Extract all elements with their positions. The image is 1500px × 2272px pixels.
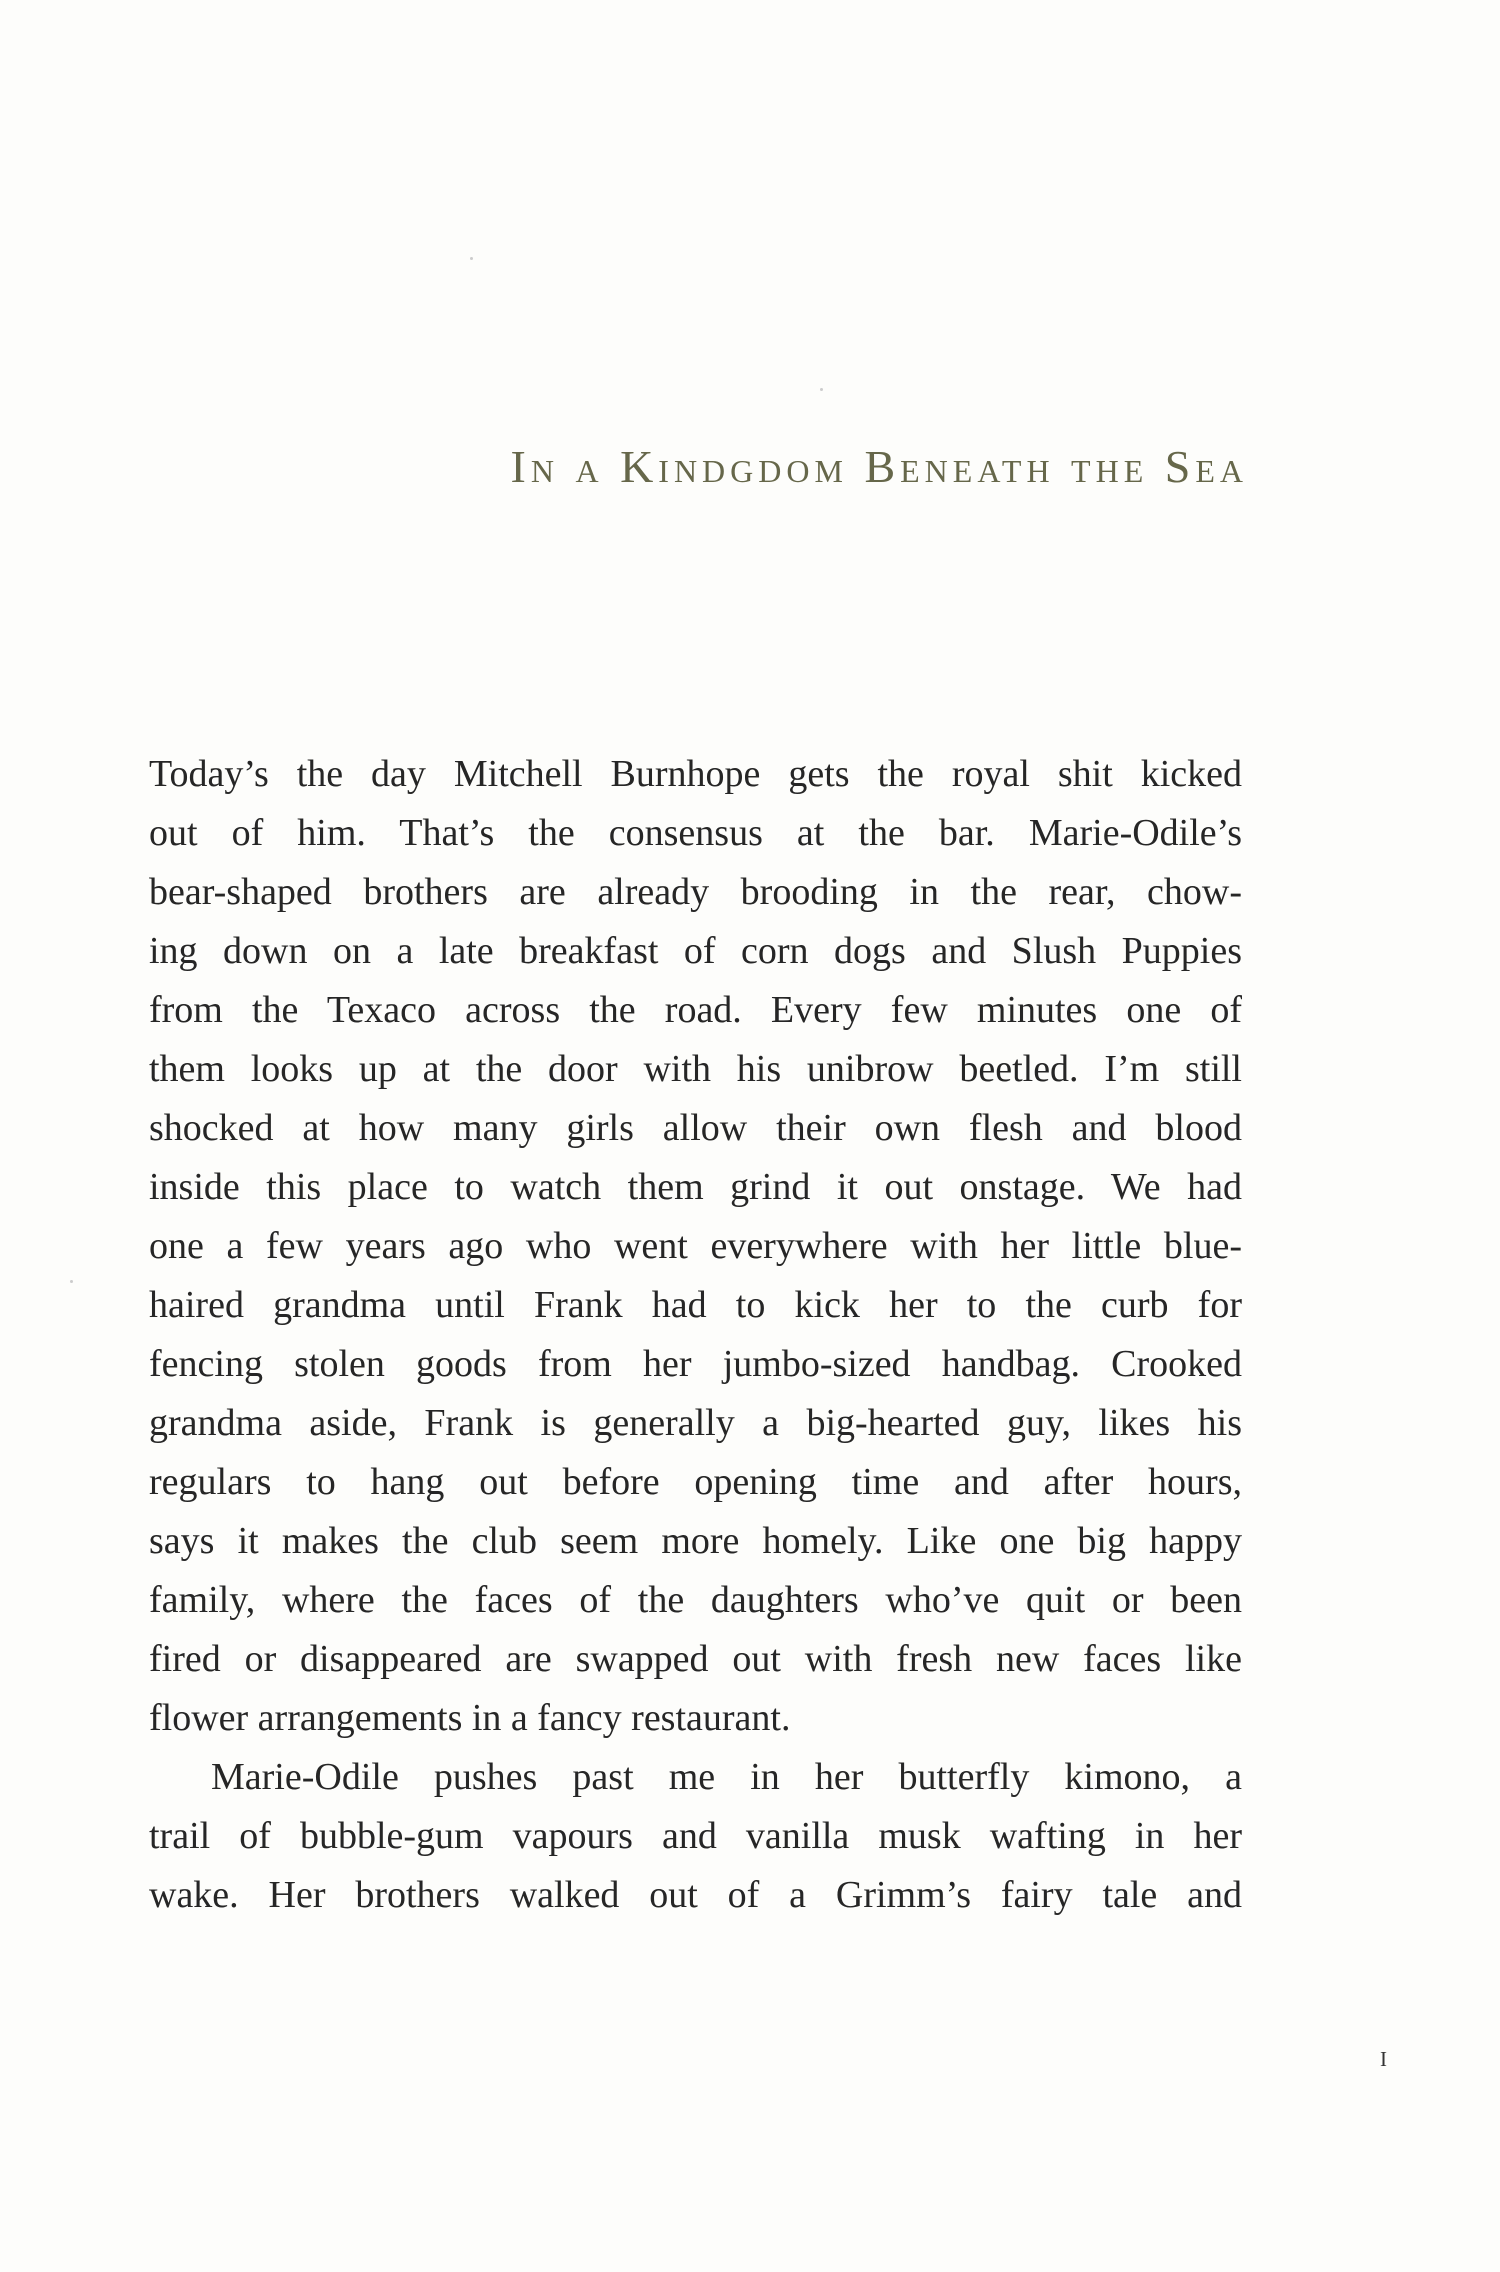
text-line: haired grandma until Frank had to kick her to the curb for — [149, 1284, 1242, 1326]
text-line: fired or disappeared are swapped out with fresh new faces like — [149, 1638, 1242, 1680]
body-text — [149, 745, 1242, 1925]
scan-speck — [70, 1280, 73, 1283]
text-line: Today’s the day Mitchell Burnhope gets the royal shit kicked — [149, 753, 1242, 795]
text-line: flower arrangements in a fancy restaurant. — [149, 1697, 791, 1739]
scan-speck — [820, 388, 823, 391]
text-line: out of him. That’s the consensus at the bar. Marie-Odile’s — [149, 812, 1242, 854]
text-line: from the Texaco across the road. Every few minutes one of — [149, 989, 1242, 1031]
text-line: fencing stolen goods from her jumbo-sized handbag. Crooked — [149, 1343, 1242, 1385]
text-line: regulars to hang out before opening time and after hours, — [149, 1461, 1242, 1503]
text-line: trail of bubble-gum vapours and vanilla musk wafting in her — [149, 1815, 1242, 1857]
text-line: says it makes the club seem more homely. Like one big happy — [149, 1520, 1242, 1562]
chapter-title: In a Kindgdom Beneath the Sea — [510, 441, 1248, 492]
text-line: shocked at how many girls allow their own flesh and blood — [149, 1107, 1242, 1149]
text-line: one a few years ago who went everywhere with her little blue- — [149, 1225, 1242, 1267]
text-line: family, where the faces of the daughters who’ve quit or been — [149, 1579, 1242, 1621]
text-line: grandma aside, Frank is generally a big-hearted guy, likes his — [149, 1402, 1242, 1444]
scan-speck — [470, 257, 473, 260]
text-line: them looks up at the door with his unibrow beetled. I’m still — [149, 1048, 1242, 1090]
text-line: inside this place to watch them grind it out onstage. We had — [149, 1166, 1242, 1208]
text-line: wake. Her brothers walked out of a Grimm’s fairy tale and — [149, 1874, 1242, 1916]
page-number: i — [1380, 2040, 1387, 2073]
text-line: bear-shaped brothers are already brooding in the rear, chow- — [149, 871, 1242, 913]
text-line: ing down on a late breakfast of corn dogs and Slush Puppies — [149, 930, 1242, 972]
text-line: Marie-Odile pushes past me in her butterfly kimono, a — [211, 1756, 1242, 1798]
